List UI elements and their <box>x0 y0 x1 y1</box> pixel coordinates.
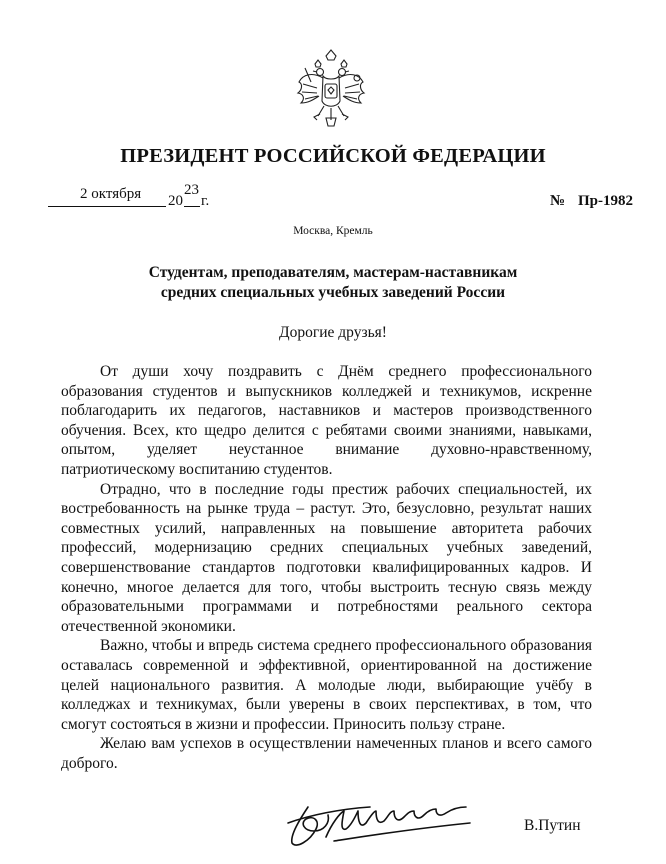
addressee <box>90 263 576 303</box>
paragraph-4: Желаю вам успехов в осуществлении намеченных планов и всего самого доброго. <box>61 735 592 772</box>
handwritten-signature-icon <box>270 793 500 853</box>
paragraph-3: Важно, чтобы и впредь система среднего профессионального образования оставалась современной и эффективной, ориентированной на достижение целей национального развития. А молодые люди, выбирающие учёбу в колледжах и техникумах, были уверены в своих перспективах, в том, что смогут состояться в жизни и профессии. Приносить пользу стране. <box>61 637 592 733</box>
document-date <box>48 182 248 216</box>
date-suffix: г. <box>201 193 210 209</box>
signer-name: В.Путин <box>524 817 581 834</box>
year-underline <box>184 206 200 207</box>
addressee-line-1: Студентам, преподавателям, мастерам-наставникам <box>148 264 518 281</box>
date-underline <box>48 206 166 207</box>
place-of-issue: Москва, Кремль <box>293 225 373 237</box>
number-sign: № <box>550 193 566 209</box>
date-day-month: 2 октября <box>80 186 142 202</box>
paragraph-2: Отрадно, что в последние годы престиж рабочих специальностей, их востребованность на рынке труда – растут. Это, безусловно, результат наших совместных усилий, направленных на повышение авторитета рабочих профессий, модернизацию средних специальных учебных заведений, совершенствование стандартов подготовки квалифицированных кадров. И конечно, многое делается для того, чтобы выстроить тесную связь между образовательными программами и потребностями реального сектора отечественной экономики. <box>61 480 592 635</box>
date-century: 20 <box>168 193 183 209</box>
greeting: Дорогие друзья! <box>279 324 387 341</box>
double-headed-eagle-emblem-icon <box>293 46 369 132</box>
letter-body <box>61 362 592 773</box>
paragraph-1: От души хочу поздравить с Днём среднего профессионального образования студентов и выпускников колледжей и техникумов, искренне поблагодарить их педагогов, наставников и мастеров производственного обучения. Всех, кто щедро делится с ребятами своими знаниями, навыками, опытом, уделяет неустанное внимание духовно-нравственному, патриотическому воспитанию студентов. <box>61 363 592 478</box>
date-year: 23 <box>184 182 199 198</box>
org-title: ПРЕЗИДЕНТ РОССИЙСКОЙ ФЕДЕРАЦИИ <box>120 145 546 167</box>
addressee-line-2: средних специальных учебных заведений России <box>160 284 506 301</box>
document-number: Пр-1982 <box>578 193 634 209</box>
